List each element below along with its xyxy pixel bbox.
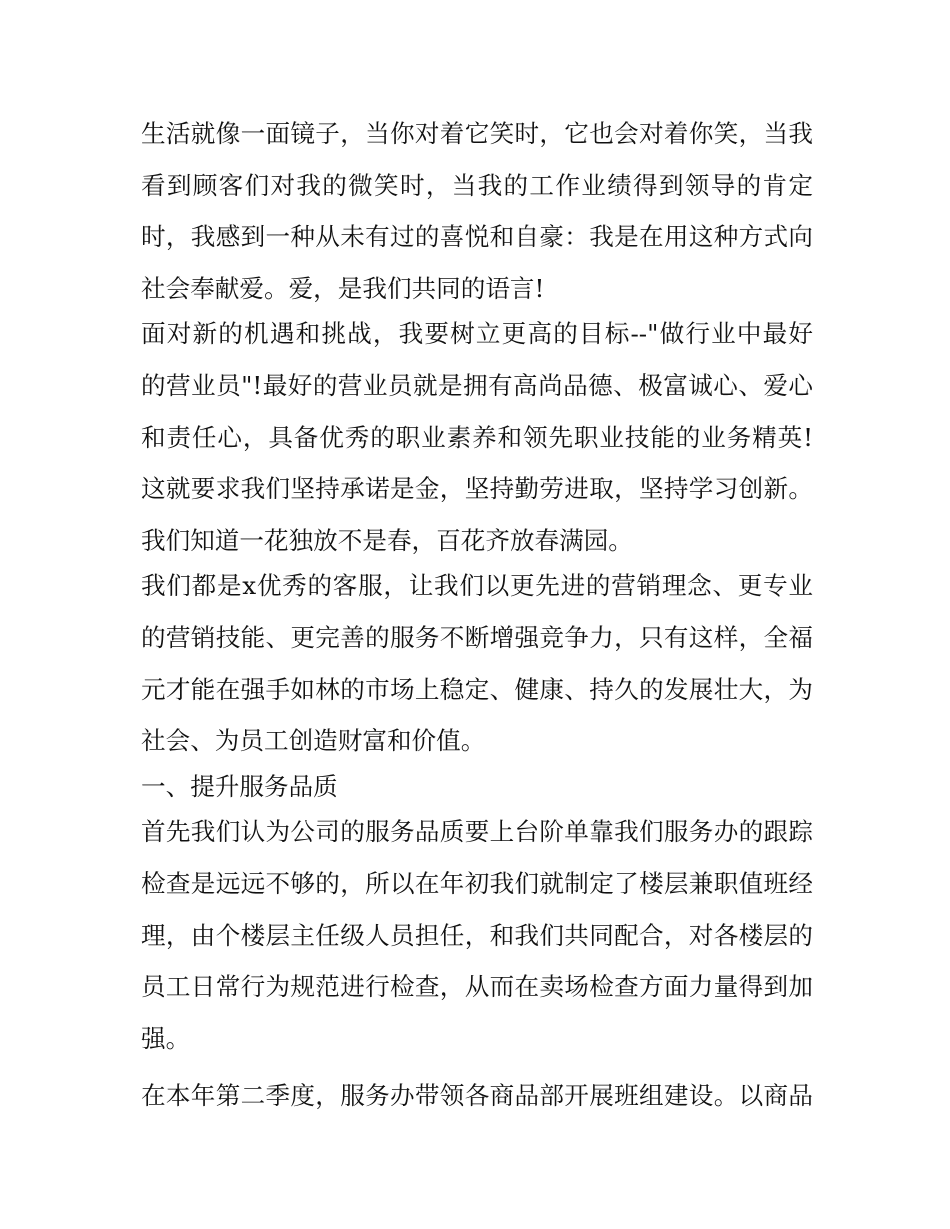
text-line: 首先我们认为公司的服务品质要上台阶单靠我们服务办的跟踪 [141, 817, 813, 847]
text-line: 强。 [141, 1023, 191, 1053]
heading-text: 一、提升服务品质 [141, 771, 338, 801]
text-line: 我们都是x优秀的客服，让我们以更先进的营销理念、更专业 [141, 571, 813, 601]
text-line: 这就要求我们坚持承诺是金，坚持勤劳进取，坚持学习创新。 [141, 474, 813, 504]
text-line: 和责任心，具备优秀的职业素养和领先职业技能的业务精英! [141, 422, 813, 452]
text-line: 社会奉献爱。爱，是我们共同的语言! [141, 273, 545, 303]
text-line: 我们知道一花独放不是春，百花齐放春满园。 [141, 525, 633, 555]
text-line: 检查是远远不够的，所以在年初我们就制定了楼层兼职值班经 [141, 868, 813, 898]
paragraph [141, 308, 813, 566]
text-line: 员工日常行为规范进行检查，从而在卖场检查方面力量得到加 [141, 972, 813, 1002]
text-line: 在本年第二季度，服务办带领各商品部开展班组建设。以商品 [141, 1081, 813, 1111]
paragraph [141, 1070, 813, 1122]
paragraph [141, 806, 813, 1064]
paragraph [141, 108, 813, 314]
paragraph [141, 560, 813, 766]
text-line: 生活就像一面镜子，当你对着它笑时，它也会对着你笑，当我 [141, 119, 813, 148]
section-heading [141, 761, 813, 813]
text-line: 时，我感到一种从未有过的喜悦和自豪：我是在用这种方式向 [141, 222, 813, 252]
document-body [141, 108, 813, 1122]
text-line: 的营业员"!最好的营业员就是拥有高尚品德、极富诚心、爱心 [141, 370, 813, 400]
text-line: 元才能在强手如林的市场上稳定、健康、持久的发展壮大，为 [141, 674, 813, 704]
text-line: 的营销技能、更完善的服务不断增强竞争力，只有这样，全福 [141, 622, 813, 652]
text-line: 理，由个楼层主任级人员担任，和我们共同配合，对各楼层的 [141, 920, 813, 950]
text-line: 面对新的机遇和挑战，我要树立更高的目标--"做行业中最好 [141, 319, 813, 349]
text-line: 看到顾客们对我的微笑时，当我的工作业绩得到领导的肯定 [141, 170, 813, 200]
text-line: 社会、为员工创造财富和价值。 [141, 726, 486, 756]
